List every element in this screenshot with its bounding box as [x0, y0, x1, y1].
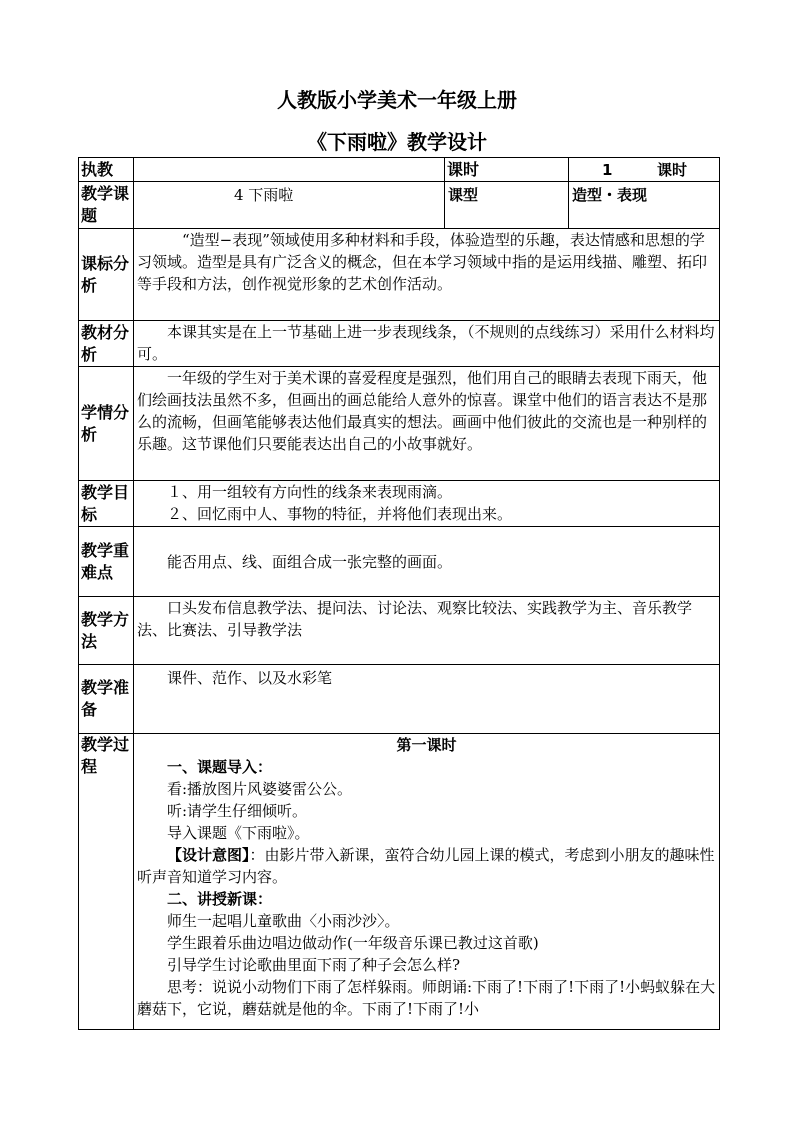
- goal-item-1: １、用一组较有方向性的线条来表现雨滴。: [167, 483, 453, 501]
- design-intent: [137, 844, 716, 888]
- section-new-heading: 二、讲授新课：: [167, 890, 273, 908]
- row-curriculum: [79, 229, 720, 321]
- think-line: 思考：说说小动物们下雨了怎样躲雨。师朗诵:下雨了!下雨了!下雨了!小蚂蚁躲在大蘑菇下，它说，蘑菇就是他的伞。下雨了!下雨了!小: [137, 978, 716, 1018]
- section-intro-heading: 一、课题导入：: [167, 758, 273, 776]
- process-text: [134, 734, 720, 1030]
- lesson-plan-table: [78, 157, 720, 1030]
- label-teacher: 执教: [79, 158, 134, 182]
- row-teacher: [79, 158, 720, 182]
- methods-text: [134, 597, 720, 665]
- design-text: ：由影片带入新课，蛮符合幼儿园上课的模式，考虑到小朋友的趣味性听声音知道学习内容。: [137, 846, 715, 886]
- guide-line: 引导学生讨论歌曲里面下雨了种子会怎么样?: [167, 956, 461, 974]
- sing-line: 师生一起唱儿童歌曲〈小雨沙沙〉。: [167, 912, 400, 930]
- methods-paragraph: 口头发布信息教学法、提问法、讨论法、观察比较法、实践教学为主、音乐教学法、比赛法、引导教学法: [137, 599, 693, 639]
- label-period: 课时: [445, 158, 569, 182]
- row-students: [79, 367, 720, 481]
- row-textbook: [79, 321, 720, 367]
- lesson-title: 第一课时: [396, 736, 457, 754]
- prep-text: [134, 665, 720, 734]
- type-value: 造型・表现: [569, 182, 720, 229]
- goal-item-2: ２、回忆雨中人、事物的特征，并将他们表现出来。: [167, 505, 513, 523]
- label-textbook: 教材分析: [79, 321, 134, 367]
- row-key: [79, 527, 720, 597]
- period-cell: [569, 158, 720, 182]
- label-type: 课型: [445, 182, 569, 229]
- key-text: [134, 527, 720, 597]
- label-prep: 教学准备: [79, 665, 134, 734]
- row-goals: [79, 481, 720, 527]
- follow-line: 学生跟着乐曲边唱边做动作(一年级音乐课已教过这首歌): [167, 934, 539, 952]
- key-paragraph: 能否用点、线、面组合成一张完整的画面。: [167, 552, 453, 571]
- label-topic: 教学课题: [79, 182, 134, 229]
- curriculum-paragraph: “造型−表现”领域使用多种材料和手段，体验造型的乐趣，表达情感和思想的学习领域。造型是具有广泛含义的概念，但在本学习领域中指的是运用线描、雕塑、拓印等手段和方法，创作视觉形象的艺术创作活动。: [137, 231, 708, 293]
- row-prep: [79, 665, 720, 734]
- teacher-value: [134, 158, 445, 182]
- prep-paragraph: 课件、范作、以及水彩笔: [167, 669, 333, 687]
- intro-line: 导入课题《下雨啦》。: [167, 824, 310, 842]
- label-curriculum: 课标分析: [79, 229, 134, 321]
- document-title: 人教版小学美术一年级上册: [277, 88, 517, 112]
- row-methods: [79, 597, 720, 665]
- row-process: [79, 734, 720, 1030]
- students-text: [134, 367, 720, 481]
- students-paragraph: 一年级的学生对于美术课的喜爱程度是强烈，他们用自己的眼睛去表现下雨天，他们绘画技法虽然不多，但画出的画总能给人意外的惊喜。课堂中他们的语言表达不是那么的流畅，但画笔能够表达他们最真实的想法。画画中他们彼此的交流也是一种别样的乐趣。这节课他们只要能表达出自己的小故事就好。: [137, 369, 708, 453]
- label-process: 教学过程: [79, 734, 134, 1030]
- period-unit: 课时: [657, 160, 688, 179]
- label-key: 教学重难点: [79, 527, 134, 597]
- look-line: 看:播放图片风婆婆雷公公。: [167, 780, 353, 798]
- row-topic: [79, 182, 720, 229]
- textbook-paragraph: 本课其实是在上一节基础上进一步表现线条，（不规则的点线练习）采用什么材料均可。: [137, 323, 715, 363]
- period-value: 1: [602, 160, 613, 179]
- label-methods: 教学方法: [79, 597, 134, 665]
- document-subtitle: 《下雨啦》教学设计: [307, 130, 487, 154]
- design-label: 【设计意图】: [167, 846, 250, 864]
- topic-value: 4 下雨啦: [134, 182, 445, 229]
- goals-text: [134, 481, 720, 527]
- textbook-text: [134, 321, 720, 367]
- curriculum-text: [134, 229, 720, 321]
- label-goals: 教学目标: [79, 481, 134, 527]
- listen-line: 听:请学生仔细倾听。: [167, 802, 308, 820]
- label-students: 学情分析: [79, 367, 134, 481]
